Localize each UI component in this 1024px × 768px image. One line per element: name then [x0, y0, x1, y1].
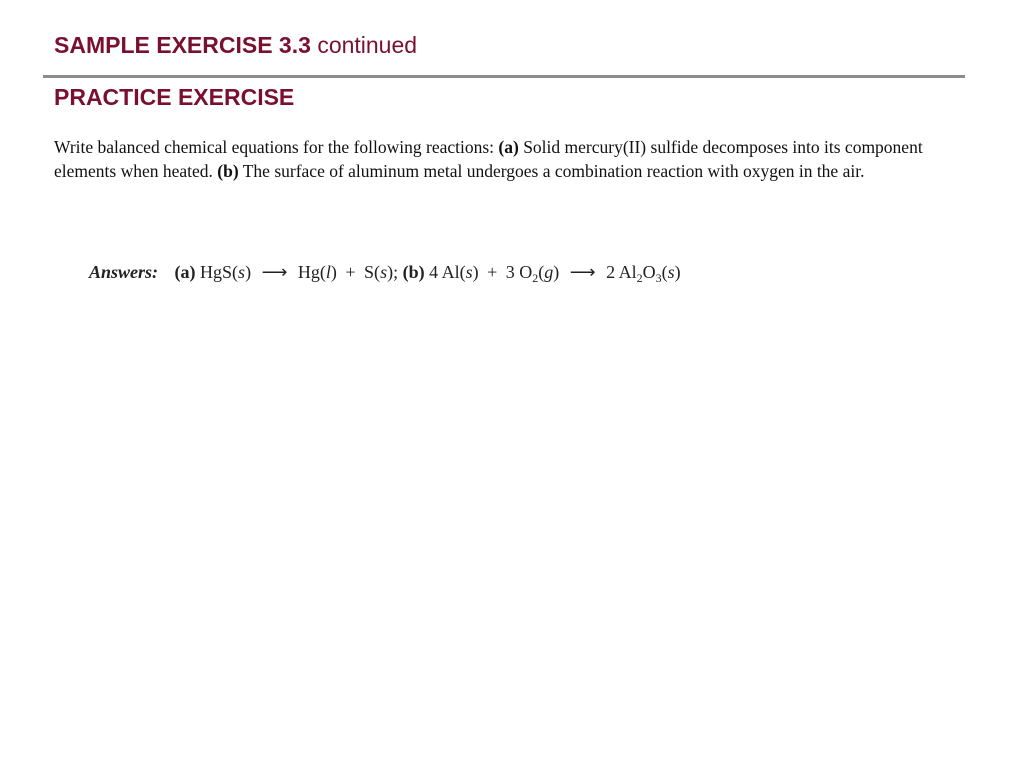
state-solid: s [465, 262, 473, 282]
answer-a-product-hg [298, 262, 337, 282]
practice-exercise-heading: PRACTICE EXERCISE [54, 84, 295, 110]
paren-close: ) [245, 262, 252, 282]
plus-sign: + [487, 262, 498, 282]
al2o3-formula: 2 Al [606, 262, 637, 282]
reaction-arrow-icon: ⟶ [261, 262, 288, 282]
paren-close: ) [472, 262, 479, 282]
hg-formula: Hg( [297, 262, 326, 282]
answers-line [89, 262, 681, 283]
paren-close-semicolon: ); [387, 262, 399, 282]
state-solid: s [667, 262, 675, 282]
paren-open: ( [661, 262, 668, 282]
answer-b-label: (b) [402, 262, 425, 282]
subscript: 2 [532, 271, 539, 285]
problem-intro: Write balanced chemical equations for the following reactions: [54, 137, 499, 157]
oxygen-symbol: O [642, 262, 656, 282]
part-b-label: (b) [217, 161, 239, 181]
problem-statement [54, 135, 974, 183]
answer-a-reactant [200, 262, 251, 282]
answer-b-product-al2o3 [606, 262, 681, 285]
slide-title [54, 32, 417, 59]
hgs-formula: HgS( [200, 262, 239, 282]
part-b-text: The surface of aluminum metal undergoes a combination reaction with oxygen in the air. [238, 161, 865, 181]
subscript: 3 [655, 271, 662, 285]
answer-a-label: (a) [174, 262, 196, 282]
answer-b-reactant-al [429, 262, 479, 282]
state-solid: s [238, 262, 246, 282]
slide-title-main: SAMPLE EXERCISE 3.3 [54, 32, 311, 58]
state-solid: s [380, 262, 388, 282]
title-divider [43, 75, 965, 78]
part-a-text: Solid mercury(II) sulfide decomposes into its component elements when heated. [54, 137, 923, 181]
al-formula: 4 Al( [429, 262, 466, 282]
plus-sign: + [345, 262, 356, 282]
paren-close: ) [674, 262, 681, 282]
o2-formula: 3 O [505, 262, 533, 282]
state-gas: g [544, 262, 554, 282]
slide-title-continued: continued [317, 32, 418, 58]
s-formula: S( [364, 262, 381, 282]
state-liquid: l [325, 262, 331, 282]
answers-label: Answers: [89, 262, 159, 282]
answer-a-product-s [364, 262, 398, 282]
subscript: 2 [636, 271, 643, 285]
answer-b-reactant-o2 [505, 262, 560, 285]
paren-close: ) [330, 262, 337, 282]
reaction-arrow-icon: ⟶ [569, 262, 596, 282]
paren-open: ( [538, 262, 545, 282]
paren-close: ) [553, 262, 560, 282]
part-a-label: (a) [498, 137, 519, 157]
